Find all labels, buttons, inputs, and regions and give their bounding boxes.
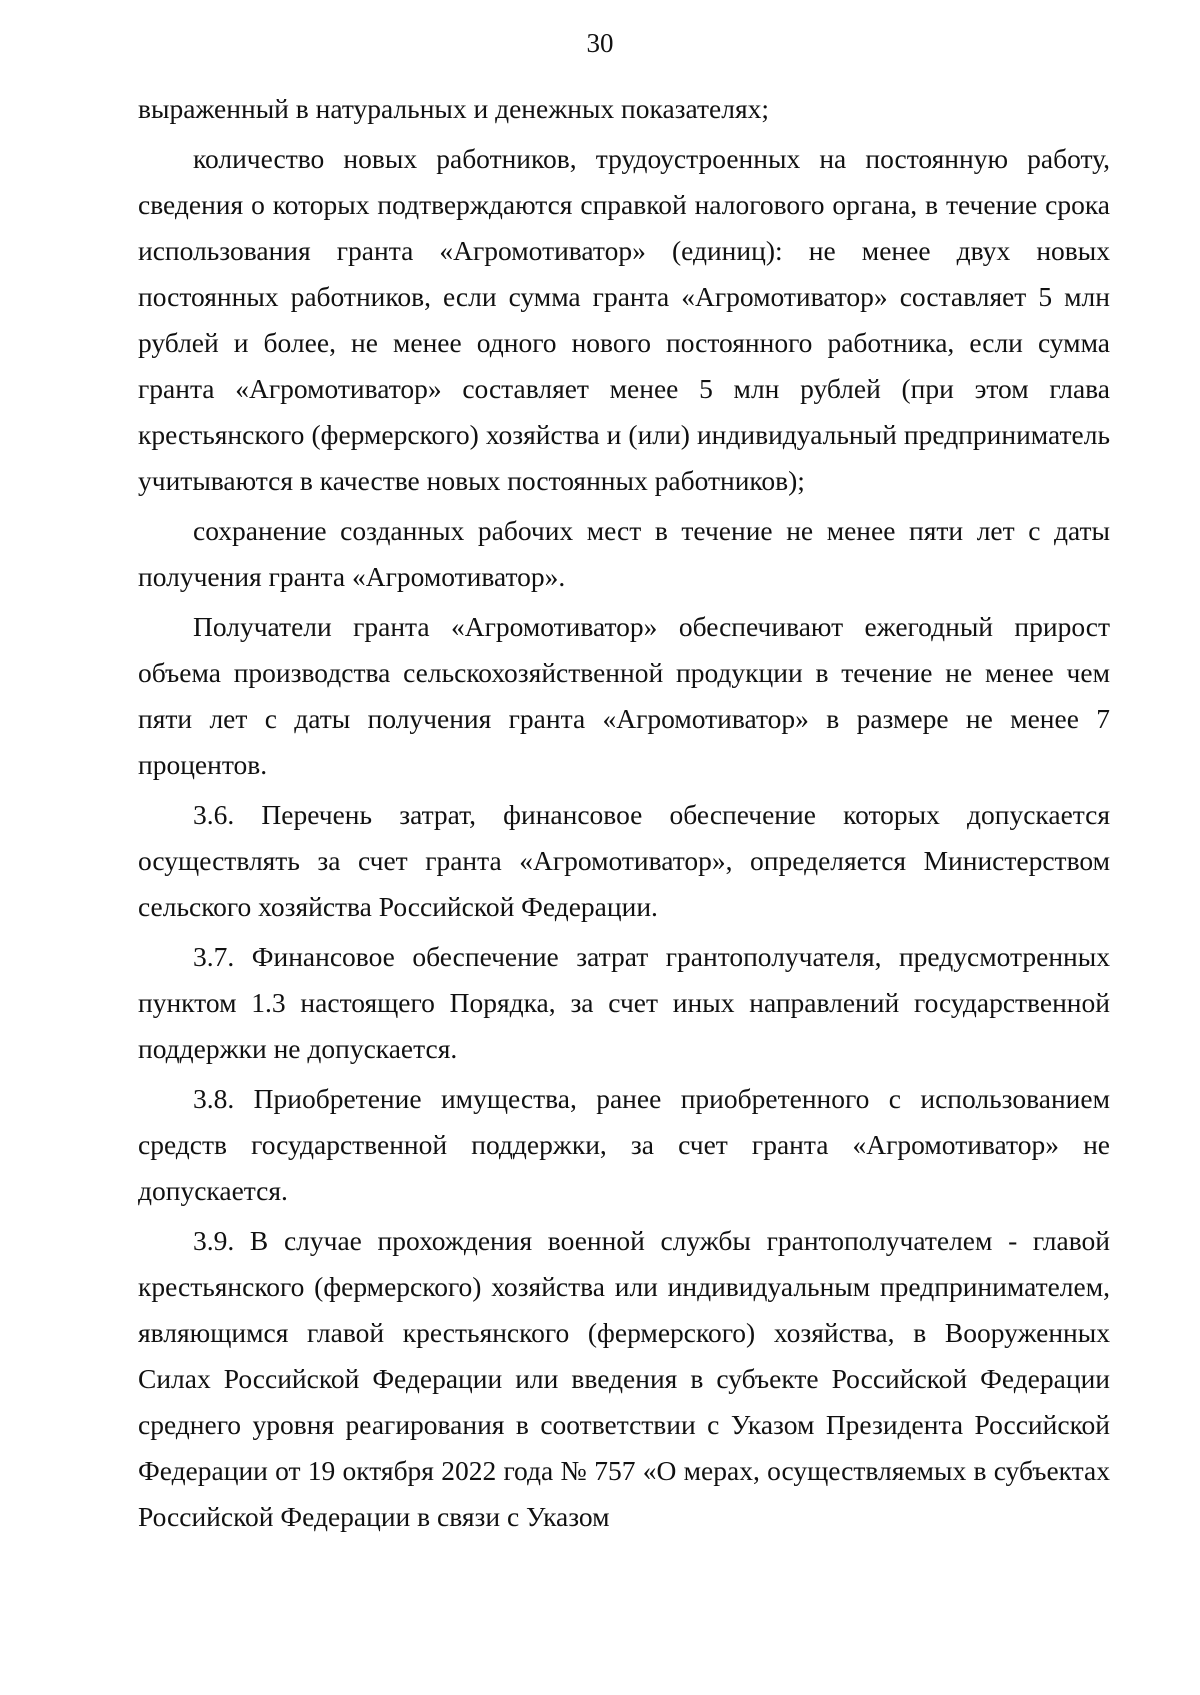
paragraph: 3.8. Приобретение имущества, ранее приобретенного с использованием средств государственной поддержки, за счет гранта «Агромотиватор» не допускается. <box>138 1083 1110 1206</box>
paragraph: сохранение созданных рабочих мест в течение не менее пяти лет с даты получения гранта «Агромотиватор». <box>138 515 1110 592</box>
paragraph: 3.9. В случае прохождения военной службы грантополучателем - главой крестьянского (фермерского) хозяйства или индивидуальным предпринимателем, являющимся главой крестьянского (фермерского) хозяйства, в Вооруженных Силах Российской Федерации или введения в субъекте Российской Федерации среднего уровня реагирования в соответствии с Указом Президента Российской Федерации от 19 октября 2022 года № 757 «О мерах, осуществляемых в субъектах Российской Федерации в связи с Указом <box>138 1225 1110 1532</box>
page-number: 30 <box>586 28 614 58</box>
paragraph: выраженный в натуральных и денежных показателях; <box>138 93 770 124</box>
paragraph: 3.7. Финансовое обеспечение затрат грантополучателя, предусмотренных пунктом 1.3 настоящего Порядка, за счет иных направлений государственной поддержки не допускается. <box>138 941 1110 1064</box>
paragraph: Получатели гранта «Агромотиватор» обеспечивают ежегодный прирост объема производства сельскохозяйственной продукции в течение не менее чем пяти лет с даты получения гранта «Агромотиватор» в размере не менее 7 процентов. <box>138 611 1110 780</box>
paragraph: 3.6. Перечень затрат, финансовое обеспечение которых допускается осуществлять за счет гранта «Агромотиватор», определяется Министерством сельского хозяйства Российской Федерации. <box>138 799 1110 922</box>
paragraph: количество новых работников, трудоустроенных на постоянную работу, сведения о которых подтверждаются справкой налогового органа, в течение срока использования гранта «Агромотиватор» (единиц): не менее двух новых постоянных работников, если сумма гранта «Агромотиватор» составляет 5 млн рублей и более, не менее одного нового постоянного работника, если сумма гранта «Агромотиватор» составляет менее 5 млн рублей (при этом глава крестьянского (фермерского) хозяйства и (или) индивидуальный предприниматель учитываются в качестве новых постоянных работников); <box>138 143 1110 496</box>
document-body <box>138 86 1110 1540</box>
